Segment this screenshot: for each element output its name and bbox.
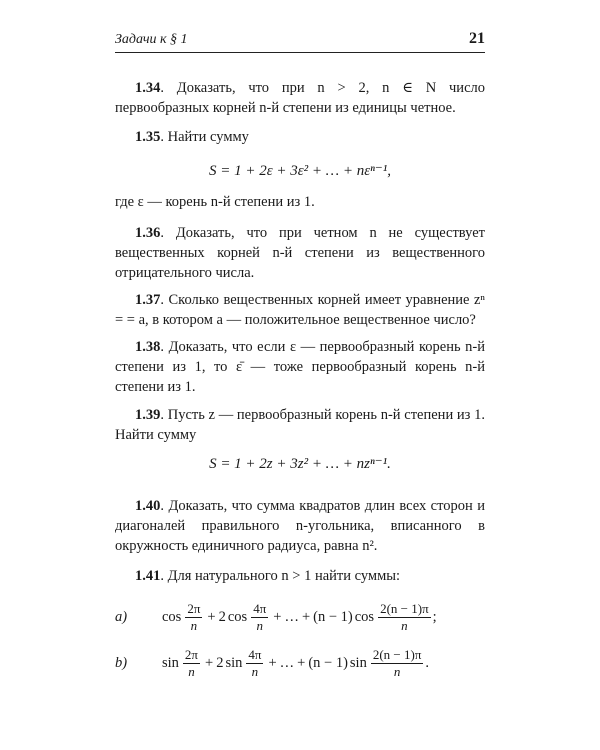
- fraction: $\frac{4\pi}{n}$: [253, 600, 267, 633]
- problem-number: 1.37: [135, 292, 161, 308]
- sum-a-row: a) cos $\frac{2\pi}{n}$ + 2 cos $\frac{4\pi}{n}$ + … + (n − 1) cos $\frac{2(n - 1)\pi}{n}$ ;: [115, 600, 437, 633]
- cos-fn: cos: [227, 608, 248, 625]
- section-title: Задачи к § 1: [115, 32, 188, 47]
- problem-text: . Доказать, что при четном n не существует вещественных корней n-й степени из вещественного отрицательного числа.: [115, 225, 485, 281]
- fraction: $\frac{4\pi}{n}$: [248, 646, 262, 679]
- problem-number: 1.36: [135, 225, 161, 241]
- problem-1-39: [115, 405, 485, 445]
- problem-text: . Сколько вещественных корней имеет уравнение zⁿ = = a, в котором a — положительное вещественное число?: [115, 292, 485, 328]
- problem-1-34: [115, 78, 485, 118]
- problem-text: . Для натурального n > 1 найти суммы:: [160, 568, 401, 584]
- problem-1-35: [115, 127, 485, 147]
- problem-number: 1.41: [135, 568, 161, 584]
- item-label: b): [115, 654, 128, 671]
- running-header: [115, 30, 485, 53]
- sin-fn: sin: [349, 654, 367, 671]
- cos-fn: cos: [162, 608, 182, 625]
- problem-text: . Пусть z — первообразный корень n-й степени из 1. Найти сумму: [115, 407, 485, 443]
- formula-sum-z: S = 1 + 2z + 3z² + … + nzⁿ⁻¹.: [209, 456, 391, 472]
- problem-1-41: [115, 566, 485, 586]
- problem-1-35-note: где ε — корень n-й степени из 1.: [115, 194, 315, 210]
- fraction: $\frac{2\pi}{n}$: [184, 646, 198, 679]
- problem-1-40: [115, 496, 485, 556]
- problem-number: 1.40: [135, 498, 161, 514]
- problem-number: 1.34: [135, 80, 161, 96]
- problem-text: . Доказать, что при n > 2, n ∈ N число первообразных корней n-й степени из единицы четное.: [115, 80, 485, 116]
- sum-b-row: b) sin $\frac{2\pi}{n}$ + 2 sin $\frac{4\pi}{n}$ + … + (n − 1) sin $\frac{2(n - 1)\pi}{n}$ .: [115, 646, 430, 679]
- fraction: $\frac{2(n - 1)\pi}{n}$: [380, 600, 429, 633]
- problem-text: . Доказать, что сумма квадратов длин всех сторон и диагоналей правильного n-угольника, вписанного в окружность единичного радиуса, равна n².: [115, 498, 485, 554]
- cos-fn: cos: [354, 608, 375, 625]
- sin-fn: sin: [162, 654, 179, 671]
- problem-number: 1.39: [135, 407, 161, 423]
- formula-sum-epsilon: S = 1 + 2ε + 3ε² + … + nεⁿ⁻¹,: [208, 163, 392, 179]
- problem-number: 1.38: [135, 339, 161, 355]
- sin-fn: sin: [225, 654, 243, 671]
- item-label: a): [115, 608, 128, 625]
- problem-text: . Доказать, что если ε — первообразный корень n-й степени из 1, то ε̄ — тоже первообразный корень n-й степени из 1.: [115, 339, 485, 395]
- problem-1-37: [115, 290, 485, 330]
- problem-1-38: [115, 337, 485, 397]
- problem-number: 1.35: [135, 129, 161, 145]
- fraction: $\frac{2(n - 1)\pi}{n}$: [372, 646, 422, 679]
- problem-1-36: [115, 223, 485, 283]
- page-number: 21: [469, 30, 485, 47]
- problem-text: . Найти сумму: [160, 129, 249, 145]
- fraction: $\frac{2\pi}{n}$: [187, 600, 201, 633]
